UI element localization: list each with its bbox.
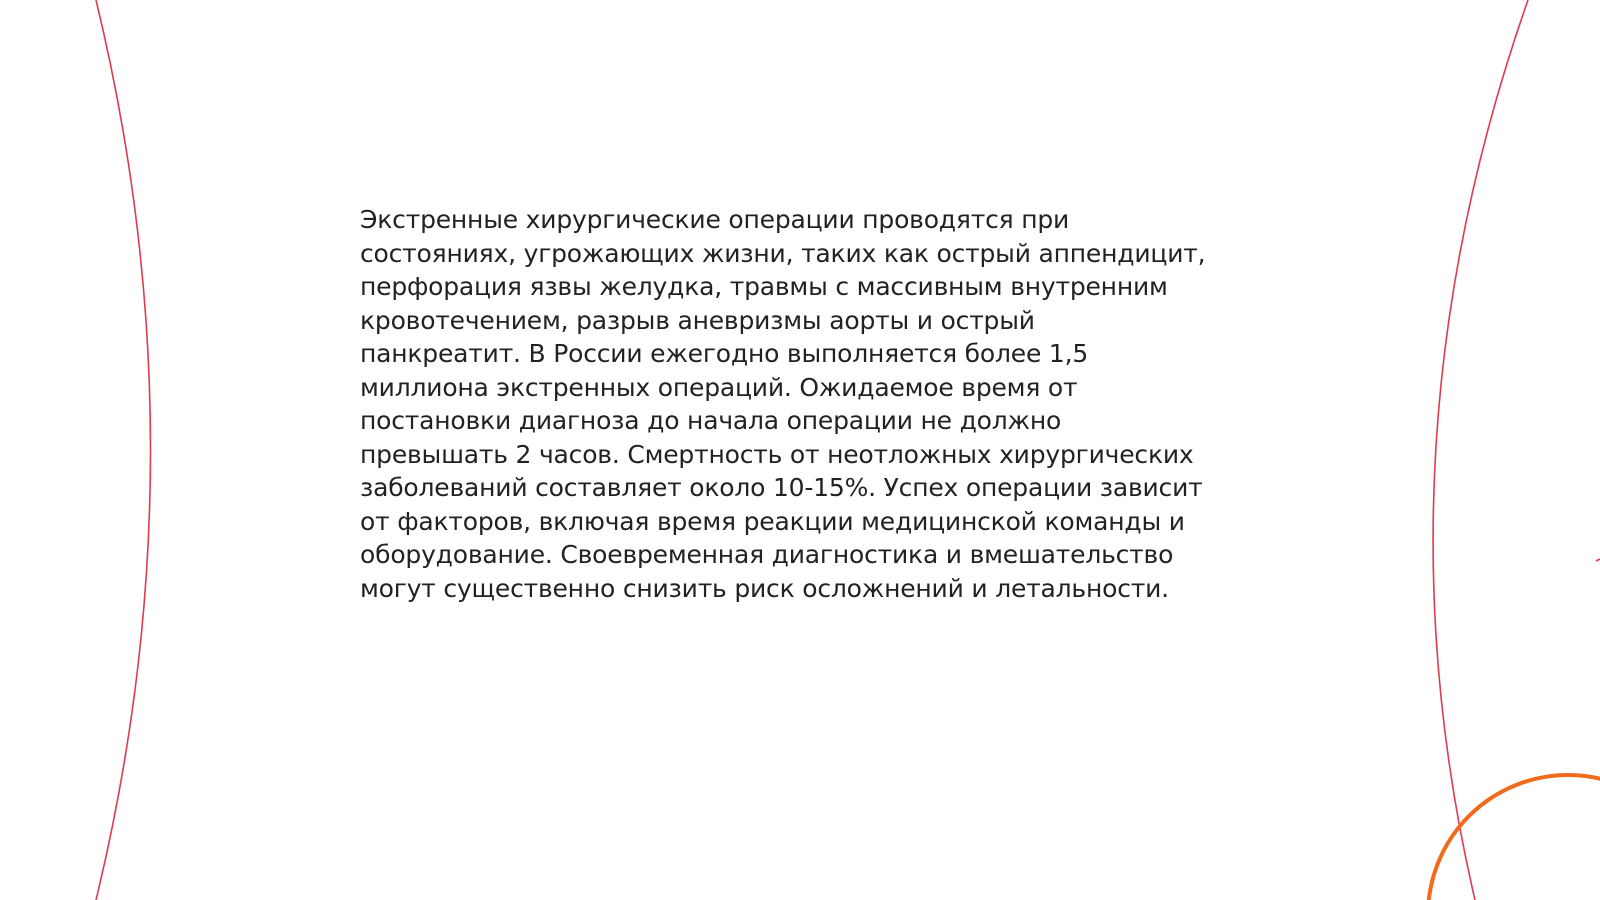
slide-body-text [360,203,1260,605]
text-line: заболеваний составляет около 10-15%. Успех операции зависит [360,473,1203,502]
text-line: состояниях, угрожающих жизни, таких как острый аппендицит, [360,238,1206,268]
text-line: перфорация язвы желудка, травмы с массивным внутренним [360,272,1168,301]
text-line: от факторов, включая время реакции медицинской команды и [360,506,1185,536]
right-arc-curve [1433,0,1528,900]
right-edge-mark [1596,559,1600,561]
text-line: панкреатит. В России ежегодно выполняется более 1,5 [360,339,1089,368]
text-line: могут существенно снизить риск осложнений и летальности. [360,573,1169,603]
text-line: превышать 2 часов. Смертность от неотложных хирургических [360,439,1194,469]
left-arc-curve [96,0,151,900]
text-line: миллиона экстренных операций. Ожидаемое время от [360,372,1078,402]
text-line: постановки диагноза до начала операции не должно [360,406,1062,435]
text-line: оборудование. Своевременная диагностика и вмешательство [360,540,1174,569]
text-line: Экстренные хирургические операции проводятся при [360,205,1070,234]
text-line: кровотечением, разрыв аневризмы аорты и острый [360,305,1035,335]
